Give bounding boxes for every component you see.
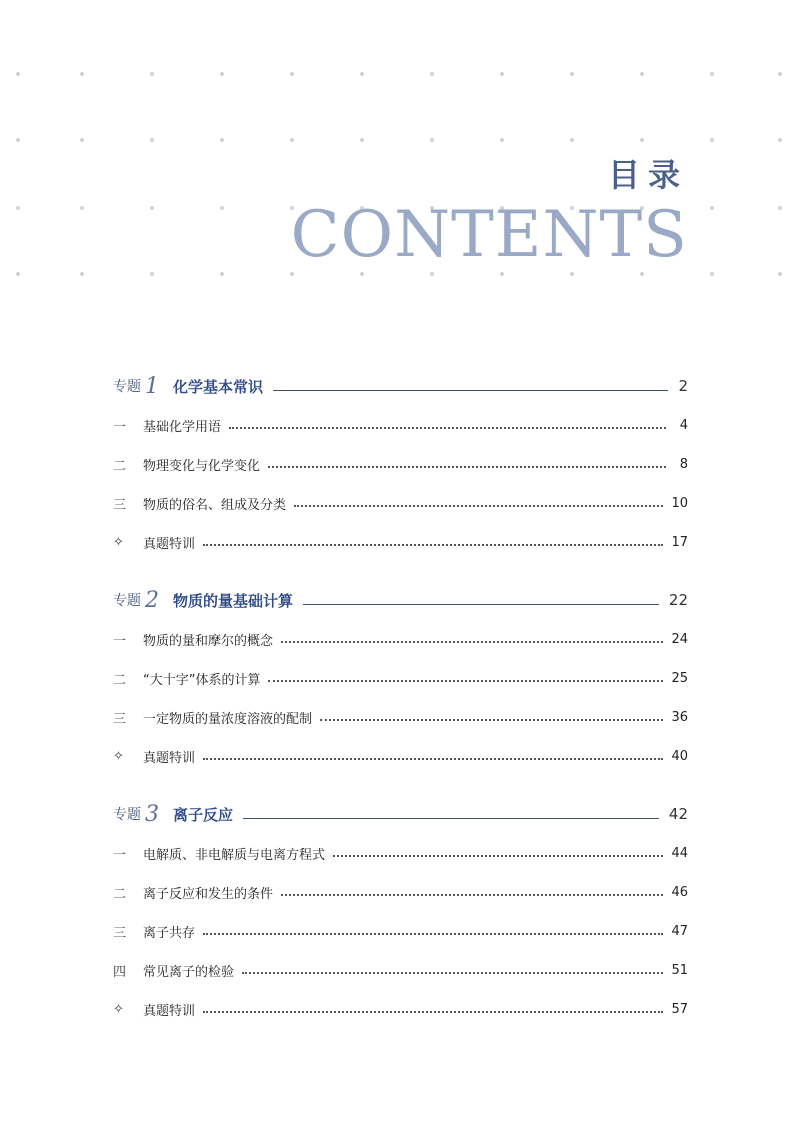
star-marker-icon: ✧: [113, 749, 124, 764]
entry-marker: 二: [113, 459, 127, 474]
entry-label: 离子共存: [143, 926, 196, 941]
leader-line: [303, 604, 659, 605]
toc-entry[interactable]: [113, 951, 688, 990]
dot-leader: [203, 933, 663, 935]
decorative-dot: [80, 72, 84, 76]
page-title: 目录: [607, 156, 688, 194]
entry-marker: 三: [113, 712, 127, 727]
page-number: 17: [671, 535, 688, 550]
decorative-dot: [80, 272, 84, 276]
decorative-dot: [710, 72, 714, 76]
toc-entry[interactable]: [113, 873, 688, 912]
page-number: 57: [671, 1002, 688, 1017]
entry-marker: 三: [113, 926, 127, 941]
entry-marker: 一: [113, 634, 127, 649]
star-marker-icon: ✧: [113, 535, 124, 550]
decorative-dot: [220, 138, 224, 142]
page-number: 46: [671, 885, 688, 900]
decorative-dot: [778, 206, 782, 210]
toc-entry[interactable]: [113, 484, 688, 523]
section-number: 2: [145, 587, 159, 613]
entry-label: 真题特训: [143, 537, 196, 552]
dot-leader: [333, 855, 663, 857]
entry-label: 电解质、非电解质与电离方程式: [143, 848, 326, 863]
decorative-dot: [290, 138, 294, 142]
page-number: 47: [671, 924, 688, 939]
page-number: 8: [679, 457, 688, 472]
decorative-dot: [360, 72, 364, 76]
entry-label: 真题特训: [143, 751, 196, 766]
decorative-dot: [430, 138, 434, 142]
page-number: 51: [671, 963, 688, 978]
section-heading[interactable]: [113, 366, 688, 406]
section-number: 1: [145, 373, 159, 399]
page-number: 22: [668, 591, 688, 609]
decorative-dot: [778, 138, 782, 142]
page-number: 44: [671, 846, 688, 861]
toc-entry[interactable]: [113, 990, 688, 1029]
decorative-dot: [220, 272, 224, 276]
decorative-dot: [570, 272, 574, 276]
page-number: 4: [679, 418, 688, 433]
toc-entry[interactable]: [113, 620, 688, 659]
entry-label: 常见离子的检验: [143, 965, 235, 980]
entry-marker: 三: [113, 498, 127, 513]
section-prefix: 专题: [113, 379, 141, 395]
toc-entry[interactable]: [113, 737, 688, 776]
dot-leader: [242, 972, 663, 974]
toc-section-2: [113, 580, 688, 776]
entry-marker: 四: [113, 965, 127, 980]
page-number: 2: [678, 377, 688, 395]
decorative-dot: [710, 272, 714, 276]
toc-entry[interactable]: [113, 912, 688, 951]
entry-label: 基础化学用语: [143, 420, 222, 435]
decorative-dot: [290, 272, 294, 276]
dot-leader: [281, 641, 663, 643]
decorative-dot: [570, 138, 574, 142]
decorative-dot: [430, 72, 434, 76]
decorative-dot: [220, 72, 224, 76]
entry-marker: 二: [113, 673, 127, 688]
entry-label: 一定物质的量浓度溶液的配制: [143, 712, 313, 727]
dot-leader: [281, 894, 663, 896]
decorative-dot: [640, 72, 644, 76]
decorative-dot: [710, 138, 714, 142]
section-title: 物质的量基础计算: [173, 591, 294, 610]
decorative-dot: [16, 72, 20, 76]
section-heading[interactable]: [113, 794, 688, 834]
dot-leader: [294, 505, 663, 507]
dot-leader: [268, 680, 663, 682]
dot-leader: [229, 427, 666, 429]
decorative-dot: [710, 206, 714, 210]
decorative-dot: [150, 72, 154, 76]
toc-entry[interactable]: [113, 523, 688, 562]
decorative-dot: [360, 138, 364, 142]
entry-marker: 二: [113, 887, 127, 902]
page-number: 36: [671, 710, 688, 725]
star-marker-icon: ✧: [113, 1002, 124, 1017]
toc-entry[interactable]: [113, 698, 688, 737]
section-prefix: 专题: [113, 593, 141, 609]
decorative-dot: [150, 206, 154, 210]
entry-marker: 一: [113, 848, 127, 863]
decorative-dot: [500, 272, 504, 276]
decorative-dot: [16, 138, 20, 142]
dot-leader: [203, 544, 663, 546]
section-title: 化学基本常识: [173, 377, 264, 396]
toc-section-1: [113, 366, 688, 562]
table-of-contents: [113, 366, 688, 1047]
page-number: 25: [671, 671, 688, 686]
toc-entry[interactable]: [113, 834, 688, 873]
decorative-dot: [360, 272, 364, 276]
decorative-dot: [150, 138, 154, 142]
section-prefix: 专题: [113, 807, 141, 823]
toc-section-3: [113, 794, 688, 1029]
entry-label: “大十字”体系的计算: [143, 673, 261, 688]
page-number: 24: [671, 632, 688, 647]
section-number: 3: [145, 801, 159, 827]
decorative-dot: [150, 272, 154, 276]
entry-label: 离子反应和发生的条件: [143, 887, 274, 902]
decorative-dot: [16, 206, 20, 210]
page-number: 40: [671, 749, 688, 764]
leader-line: [243, 818, 659, 819]
entry-label: 物质的俗名、组成及分类: [143, 498, 287, 513]
decorative-dot: [778, 72, 782, 76]
page-title-english: CONTENTS: [290, 198, 688, 272]
toc-entry[interactable]: [113, 406, 688, 445]
decorative-dot: [640, 138, 644, 142]
dot-leader: [320, 719, 663, 721]
entry-label: 物质的量和摩尔的概念: [143, 634, 274, 649]
section-heading[interactable]: [113, 580, 688, 620]
entry-label: 真题特训: [143, 1004, 196, 1019]
decorative-dot: [570, 72, 574, 76]
decorative-dot: [16, 272, 20, 276]
decorative-dot: [778, 272, 782, 276]
decorative-dot: [80, 206, 84, 210]
decorative-dot: [220, 206, 224, 210]
page-number: 10: [671, 496, 688, 511]
decorative-dot: [290, 72, 294, 76]
dot-leader: [203, 1011, 663, 1013]
page-number: 42: [668, 805, 688, 823]
decorative-dot: [500, 72, 504, 76]
entry-marker: 一: [113, 420, 127, 435]
decorative-dot: [430, 272, 434, 276]
entry-label: 物理变化与化学变化: [143, 459, 261, 474]
decorative-dot: [640, 272, 644, 276]
toc-entry[interactable]: [113, 445, 688, 484]
toc-entry[interactable]: [113, 659, 688, 698]
decorative-dot: [80, 138, 84, 142]
dot-leader: [268, 466, 666, 468]
decorative-dot: [500, 138, 504, 142]
leader-line: [273, 390, 668, 391]
section-title: 离子反应: [173, 805, 234, 824]
dot-leader: [203, 758, 663, 760]
